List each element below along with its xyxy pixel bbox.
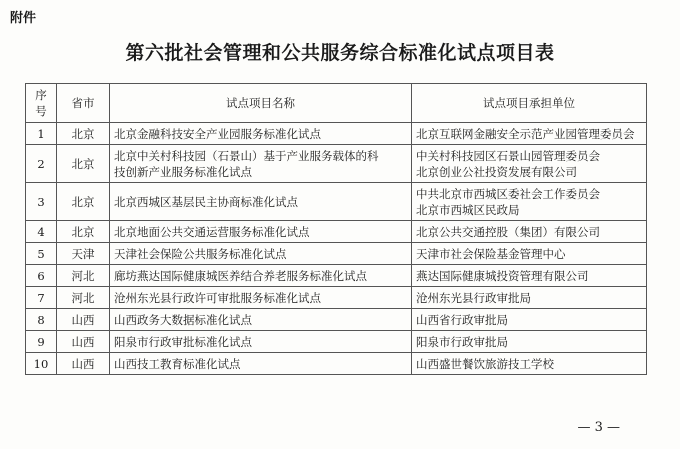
table-row xyxy=(26,265,647,287)
project-name-line: 廊坊燕达国际健康城医养结合养老服务标准化试点 xyxy=(114,268,367,283)
unit-name-line: 中共北京市西城区委社会工作委员会 xyxy=(416,186,600,201)
cell-number: 3 xyxy=(26,183,57,221)
unit-name-line: 山西省行政审批局 xyxy=(416,312,508,327)
unit-name-line: 北京市西城区民政局 xyxy=(416,202,520,217)
cell-province: 山西 xyxy=(57,353,110,375)
header-number-line2: 号 xyxy=(35,104,47,118)
unit-name-line: 北京创业公社投资发展有限公司 xyxy=(416,164,577,179)
unit-name-line: 中关村科技园区石景山园管理委员会 xyxy=(416,148,600,163)
cell-project-name xyxy=(110,309,412,331)
cell-number: 7 xyxy=(26,287,57,309)
project-name-line: 沧州东光县行政许可审批服务标准化试点 xyxy=(114,290,321,305)
cell-province: 河北 xyxy=(57,265,110,287)
cell-responsible-unit xyxy=(412,123,647,145)
header-number-line1: 序 xyxy=(35,88,47,102)
unit-name-line: 山西盛世餐饮旅游技工学校 xyxy=(416,356,554,371)
document-title: 第六批社会管理和公共服务综合标准化试点项目表 xyxy=(125,42,555,64)
page-number: — 3 — xyxy=(577,420,620,435)
cell-number: 6 xyxy=(26,265,57,287)
cell-project-name xyxy=(110,145,412,183)
column-header-project: 试点项目名称 xyxy=(110,84,412,123)
cell-province: 山西 xyxy=(57,309,110,331)
project-name-line: 阳泉市行政审批标准化试点 xyxy=(114,334,252,349)
pilot-projects-table xyxy=(25,83,647,375)
table-row xyxy=(26,353,647,375)
project-name-line: 北京中关村科技园（石景山）基于产业服务载体的科 xyxy=(114,148,379,163)
table-row xyxy=(26,287,647,309)
project-name-line: 山西政务大数据标准化试点 xyxy=(114,312,252,327)
cell-project-name xyxy=(110,183,412,221)
cell-province: 天津 xyxy=(57,243,110,265)
cell-responsible-unit xyxy=(412,265,647,287)
cell-project-name xyxy=(110,123,412,145)
unit-name-line: 天津市社会保险基金管理中心 xyxy=(416,246,566,261)
project-name-line: 北京地面公共交通运营服务标准化试点 xyxy=(114,224,310,239)
cell-responsible-unit xyxy=(412,183,647,221)
unit-name-line: 北京互联网金融安全示范产业园管理委员会 xyxy=(416,126,635,141)
table-row xyxy=(26,183,647,221)
cell-project-name xyxy=(110,221,412,243)
cell-responsible-unit xyxy=(412,353,647,375)
cell-province: 河北 xyxy=(57,287,110,309)
unit-name-line: 阳泉市行政审批局 xyxy=(416,334,508,349)
table-row xyxy=(26,309,647,331)
unit-name-line: 沧州东光县行政审批局 xyxy=(416,290,531,305)
table-body xyxy=(26,123,647,375)
cell-number: 1 xyxy=(26,123,57,145)
cell-responsible-unit xyxy=(412,145,647,183)
project-name-line: 北京西城区基层民主协商标准化试点 xyxy=(114,194,298,209)
project-name-line: 山西技工教育标准化试点 xyxy=(114,356,241,371)
cell-responsible-unit xyxy=(412,221,647,243)
cell-responsible-unit xyxy=(412,309,647,331)
unit-name-line: 北京公共交通控股（集团）有限公司 xyxy=(416,224,600,239)
cell-province: 北京 xyxy=(57,183,110,221)
cell-province: 北京 xyxy=(57,221,110,243)
cell-number: 9 xyxy=(26,331,57,353)
cell-number: 5 xyxy=(26,243,57,265)
project-name-line: 北京金融科技安全产业园服务标准化试点 xyxy=(114,126,321,141)
cell-responsible-unit xyxy=(412,331,647,353)
table-row xyxy=(26,123,647,145)
cell-project-name xyxy=(110,287,412,309)
cell-number: 4 xyxy=(26,221,57,243)
column-header-unit: 试点项目承担单位 xyxy=(412,84,647,123)
cell-responsible-unit xyxy=(412,287,647,309)
attachment-label: 附件 xyxy=(10,11,37,26)
cell-project-name xyxy=(110,243,412,265)
cell-number: 2 xyxy=(26,145,57,183)
project-name-line: 技创新产业服务标准化试点 xyxy=(114,164,252,179)
column-header-number xyxy=(26,84,57,123)
cell-project-name xyxy=(110,353,412,375)
cell-province: 北京 xyxy=(57,145,110,183)
cell-number: 8 xyxy=(26,309,57,331)
cell-project-name xyxy=(110,331,412,353)
cell-number: 10 xyxy=(26,353,57,375)
unit-name-line: 燕达国际健康城投资管理有限公司 xyxy=(416,268,589,283)
table-row xyxy=(26,243,647,265)
cell-responsible-unit xyxy=(412,243,647,265)
project-name-line: 天津社会保险公共服务标准化试点 xyxy=(114,246,287,261)
cell-project-name xyxy=(110,265,412,287)
table-row xyxy=(26,221,647,243)
table-row xyxy=(26,331,647,353)
cell-province: 北京 xyxy=(57,123,110,145)
cell-province: 山西 xyxy=(57,331,110,353)
column-header-province: 省市 xyxy=(57,84,110,123)
table-header-row xyxy=(26,84,647,123)
table-row xyxy=(26,145,647,183)
